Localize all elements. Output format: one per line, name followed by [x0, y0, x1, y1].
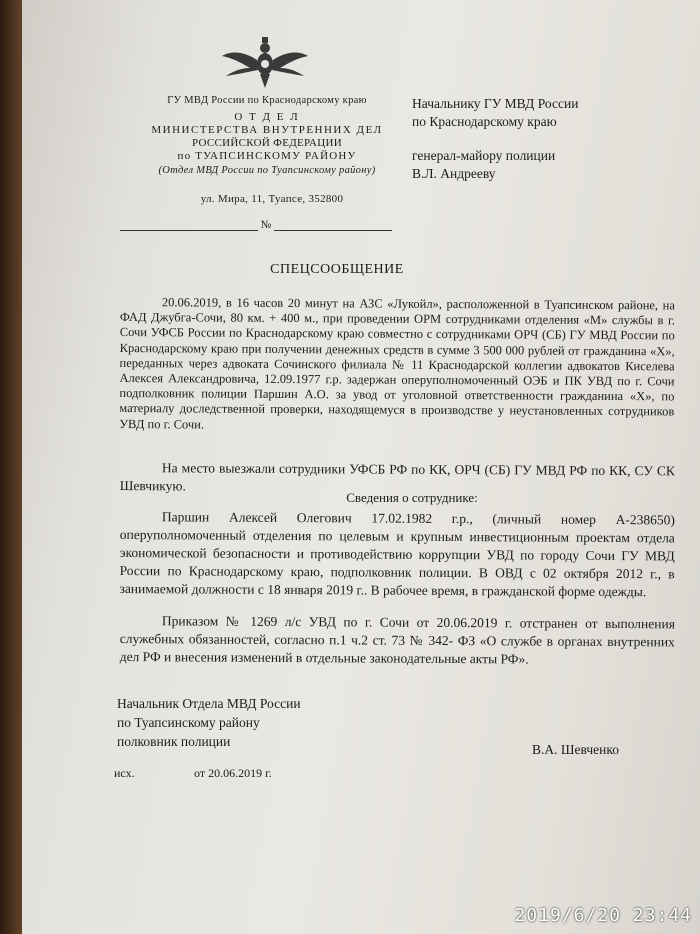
employee-info-heading: Сведения о сотруднике:: [346, 490, 478, 505]
recipient-line-1: Начальнику ГУ МВД России: [412, 96, 579, 111]
eagle-emblem-icon: [220, 34, 310, 90]
parent-organization: ГУ МВД России по Краснодарскому краю: [167, 95, 367, 106]
recipient-line-2: по Краснодарскому краю: [412, 114, 557, 129]
paragraph-incident: 20.06.2019, в 16 часов 20 минут на АЗС «Лукойл», расположенной в Туапсинском районе, на ФАД Джубга-Сочи, 80 км. + 400 м., при проведении ОРМ сотрудниками отделения «М» службы в г. Сочи УФСБ России по Краснодарскому краю совместно с сотрудниками ОРЧ (СБ) ГУ МВД России по Краснодарскому краю при получении денежных средств в сумме 3 500 000 рублей от гражданина «Х», переданных через адвоката Сочинского филиала № 11 Краснодарской коллегии адвокатов Киселева Алексея Александровича, 12.09.1977 г.р. задержан оперуполномоченный ОЭБ и ПК УВД по г. Сочи подполковник полиции Паршин А.О. за увод от уголовной ответственности гражданина «Х», по материалу доследственной проверки, находящемуся в производстве у неустановленных сотрудников УВД по г. Сочи.: [119, 295, 675, 432]
org-line-otdel: О Т Д Е Л: [234, 111, 300, 123]
outgoing-ref-label: исх.: [114, 766, 135, 780]
paragraph-order: Приказом № 1269 л/с УВД по г. Сочи от 20.06.2019 г. отстранен от выполнения служебных обязанностей, согласно п.1 ч.2 ст. 73 № 342- ФЗ «О службе в органах внутренних дел РФ и внесения изменений в отдельные законодательные акты РФ».: [119, 613, 675, 667]
paragraph-responders: На место выезжали сотрудники УФСБ РФ по КК, ОРЧ (СБ) ГУ МВД РФ по КК, СУ СК Шевчикую.: [119, 460, 675, 494]
signatory-name: В.А. Шевченко: [532, 742, 619, 757]
signature-line-1: Начальник Отдела МВД России: [117, 696, 301, 711]
number-sign: №: [260, 219, 272, 231]
recipient-line-4: В.Л. Андрееву: [412, 166, 496, 181]
date-blank-line: [120, 230, 258, 231]
document-date: от 20.06.2019 г.: [194, 766, 272, 780]
recipient-line-3: генерал-майору полиции: [412, 148, 556, 163]
number-blank-line: [274, 230, 392, 231]
document-title: СПЕЦСООБЩЕНИЕ: [270, 262, 404, 277]
document-page: [22, 0, 700, 934]
photo-timestamp: 2019/6/20 23:44: [514, 905, 692, 926]
org-line-district: по ТУАПСИНСКОМУ РАЙОНУ: [177, 150, 357, 162]
org-address: ул. Мира, 11, Туапсе, 352800: [200, 193, 344, 205]
org-line-ministry: МИНИСТЕРСТВА ВНУТРЕННИХ ДЕЛ: [151, 124, 383, 136]
signature-line-2: по Туапсинскому району: [117, 715, 260, 730]
signature-line-3: полковник полиции: [117, 734, 231, 749]
paragraph-employee-info: Паршин Алексей Олегович 17.02.1982 г.р., (личный номер А-238650) оперуполномоченный отделения по целевым и крупным инвестиционным проектам отдела экономической безопасности и противодействию коррупции УВД по городу Сочи ГУ МВД России по Краснодарскому краю, подполковник полиции. В ОВД с 02 октября 2012 г., в занимаемой должности с 18 января 2019 г.. В рабочее время, в гражданской форме одежды.: [119, 509, 675, 600]
org-line-short-name: (Отдел МВД России по Туапсинскому району): [158, 165, 376, 176]
org-line-federation: РОССИЙСКОЙ ФЕДЕРАЦИИ: [191, 137, 343, 149]
